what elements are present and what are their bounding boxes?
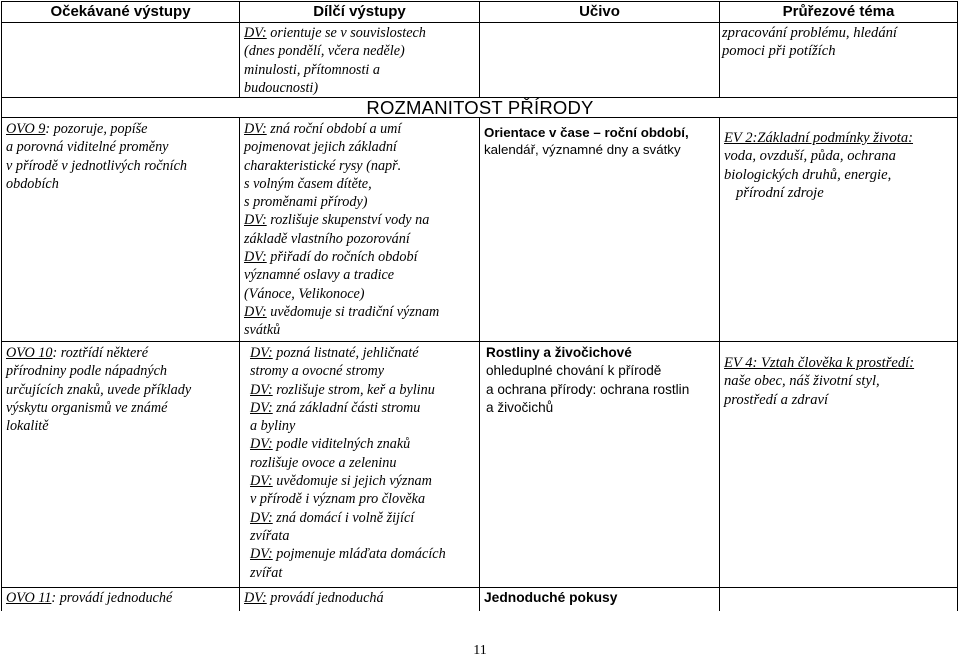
- text-line: DV: zná domácí i volně žijící: [250, 509, 415, 526]
- text-line: DV: rozlišuje skupenství vody na: [244, 212, 430, 229]
- col-divider-2-bottom: [479, 117, 480, 611]
- text-line: významné oslavy a tradice: [244, 267, 395, 284]
- text-line: voda, ovzduší, půda, ochrana: [724, 148, 896, 165]
- text-line: biologických druhů, energie,: [724, 166, 892, 183]
- row1-expected-outputs: [6, 120, 187, 193]
- text-line: prostředí a zdraví: [724, 391, 829, 408]
- text-line: s volným časem dítěte,: [244, 175, 372, 192]
- text-line: DV: uvědomuje si tradiční význam: [244, 303, 440, 320]
- text-line: svátků: [244, 322, 281, 339]
- row1-cross-topic: [724, 129, 913, 202]
- text-line: charakteristické rysy (např.: [244, 157, 402, 174]
- text-line: stromy a ovocné stromy: [250, 363, 385, 380]
- text-line: výskytu organismů ve známé: [6, 399, 168, 416]
- row3-curriculum: [484, 589, 617, 607]
- text-line: lokalitě: [6, 418, 49, 435]
- header-expected-outputs: Očekávané výstupy: [50, 3, 191, 20]
- text-line: DV: přiřadí do ročních období: [244, 249, 418, 266]
- text-line: a živočichů: [486, 399, 554, 415]
- page-number: 11: [473, 643, 487, 658]
- table-left-border: [1, 1, 2, 611]
- row2-cross-topic: [724, 354, 914, 409]
- header-cross-topic: Průřezové téma: [782, 3, 895, 20]
- text-line: OVO 11: provádí jednoduché: [6, 590, 173, 606]
- text-line: kalendář, významné dny a svátky: [484, 142, 681, 157]
- text-line: přírodniny podle nápadných: [6, 363, 168, 380]
- header-curriculum: Učivo: [579, 3, 620, 20]
- text-line: DV: orientuje se v souvislostech: [244, 25, 426, 41]
- text-line: zvířat: [250, 564, 283, 581]
- text-line: DV: pozná listnaté, jehličnaté: [250, 345, 419, 361]
- text-line: Jednoduché pokusy: [484, 590, 618, 605]
- section-title: ROZMANITOST PŘÍRODY: [366, 97, 594, 118]
- text-line: minulosti, přítomnosti a: [244, 61, 380, 78]
- table-right-border: [957, 1, 958, 611]
- top-partial-outputs: [244, 24, 426, 97]
- text-line: DV: zná základní části stromu: [250, 399, 421, 416]
- top-cross-topic: [722, 24, 897, 61]
- text-line: budoucnosti): [244, 79, 319, 96]
- text-line: pomoci při potížích: [722, 43, 836, 60]
- text-line: DV: zná roční období a umí: [244, 121, 402, 137]
- text-line: OVO 10: roztřídí některé: [6, 345, 149, 361]
- text-line: v přírodě i význam pro člověka: [250, 491, 426, 508]
- text-line: určujících znaků, uvede příklady: [6, 381, 192, 398]
- text-line: DV: uvědomuje si jejich význam: [250, 473, 432, 490]
- text-line: a ochrana přírody: ochrana rostlin: [486, 381, 690, 397]
- row3-partial-outputs: [244, 589, 384, 607]
- row3-expected-outputs: [6, 589, 172, 607]
- text-line: a porovná viditelné proměny: [6, 139, 169, 156]
- text-line: obdobích: [6, 175, 59, 192]
- text-line: DV: rozlišuje strom, keř a bylinu: [250, 381, 435, 398]
- text-line: zvířata: [250, 527, 290, 544]
- text-line: EV 4: Vztah člověka k prostředí:: [724, 355, 915, 371]
- header-partial-outputs: Dílčí výstupy: [313, 3, 406, 20]
- text-line: s proměnami přírody): [244, 194, 368, 211]
- row2-partial-outputs: [250, 344, 446, 582]
- text-line: DV: provádí jednoduchá: [244, 590, 384, 606]
- text-line: (Vánoce, Velikonoce): [244, 285, 365, 302]
- text-line: naše obec, náš životní styl,: [724, 373, 880, 390]
- row1-curriculum: [484, 124, 689, 158]
- col-divider-3-bottom: [719, 117, 720, 611]
- row1-partial-outputs: [244, 120, 439, 340]
- text-line: OVO 9: pozoruje, popíše: [6, 121, 148, 137]
- text-line: Rostliny a živočichové: [486, 345, 632, 360]
- row2-curriculum: [486, 344, 689, 417]
- text-line: a byliny: [250, 418, 296, 435]
- text-line: přírodní zdroje: [736, 184, 824, 201]
- text-line: základě vlastního pozorování: [244, 230, 410, 247]
- text-line: pojmenovat jejich základní: [244, 139, 397, 156]
- text-line: EV 2:Základní podmínky života:: [724, 130, 914, 146]
- text-line: rozlišuje ovoce a zeleninu: [250, 454, 397, 471]
- text-line: Orientace v čase – roční období,: [484, 125, 689, 140]
- text-line: v přírodě v jednotlivých ročních: [6, 157, 187, 174]
- text-line: (dnes pondělí, včera neděle): [244, 43, 405, 60]
- text-line: DV: pojmenuje mláďata domácích: [250, 546, 446, 563]
- text-line: DV: podle viditelných znaků: [250, 436, 411, 453]
- col-divider-1-bottom: [239, 117, 240, 611]
- row2-expected-outputs: [6, 344, 191, 435]
- text-line: zpracování problému, hledání: [722, 25, 897, 41]
- text-line: ohleduplné chování k přírodě: [486, 363, 662, 379]
